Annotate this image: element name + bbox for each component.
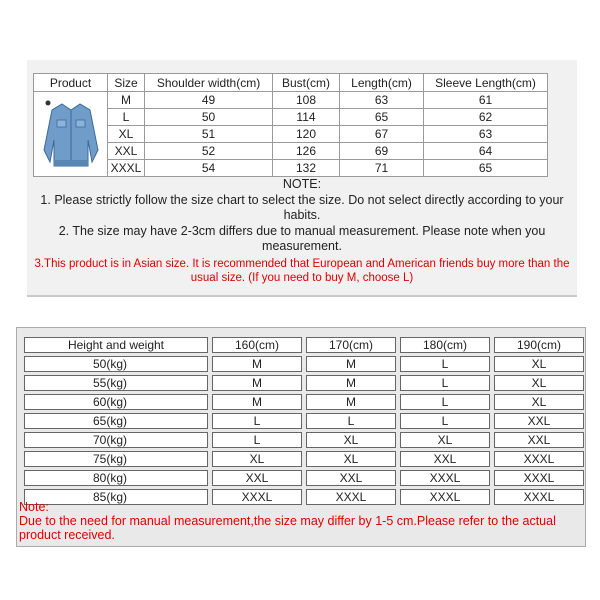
table-row — [24, 356, 584, 372]
cell-sleeve: 64 — [424, 143, 548, 160]
cell-sleeve: 61 — [424, 92, 548, 109]
header-length: Length(cm) — [340, 74, 424, 92]
cell-size: M — [212, 375, 302, 391]
cell-size: XXL — [400, 451, 490, 467]
cell-size: XXXL — [494, 489, 584, 505]
cell-size: M — [306, 356, 396, 372]
cell-sleeve: 63 — [424, 126, 548, 143]
cell-size: XL — [306, 432, 396, 448]
size-notes — [27, 177, 577, 285]
header-size: Size — [108, 74, 145, 92]
table-row — [34, 109, 548, 126]
divider — [27, 295, 577, 297]
header-height-weight: Height and weight — [24, 337, 208, 353]
cell-weight: 85(kg) — [24, 489, 208, 505]
note-line-1: 1. Please strictly follow the size chart to select the size. Do not select directly according to your habits. — [40, 192, 564, 222]
note-line-2: 2. The size may have 2-3cm differs due to manual measurement. Please note when you measurement. — [58, 223, 546, 253]
cell-length: 69 — [340, 143, 424, 160]
cell-size: XXXL — [306, 489, 396, 505]
cell-shoulder: 50 — [145, 109, 273, 126]
cell-size: M — [306, 375, 396, 391]
cell-size: XXXL — [494, 451, 584, 467]
cell-bust: 114 — [273, 109, 340, 126]
cell-weight: 50(kg) — [24, 356, 208, 372]
cell-size: XXXL — [400, 489, 490, 505]
cell-size: XXL — [306, 470, 396, 486]
cell-size: L — [212, 413, 302, 429]
cell-size: XL — [494, 356, 584, 372]
cell-length: 63 — [340, 92, 424, 109]
cell-size: XL — [494, 394, 584, 410]
cell-shoulder: 54 — [145, 160, 273, 177]
size-chart-table — [33, 73, 548, 177]
table-row — [34, 143, 548, 160]
table-row — [24, 413, 584, 429]
table-row — [24, 394, 584, 410]
cell-shoulder: 51 — [145, 126, 273, 143]
cell-length: 67 — [340, 126, 424, 143]
cell-size: XXL — [108, 143, 145, 160]
cell-size: L — [306, 413, 396, 429]
cell-size: L — [212, 432, 302, 448]
cell-size: XL — [494, 375, 584, 391]
table-row — [24, 451, 584, 467]
cell-size: XXXL — [400, 470, 490, 486]
cell-size: XL — [306, 451, 396, 467]
product-image-cell — [34, 92, 108, 177]
cell-size: M — [108, 92, 145, 109]
table-row — [24, 432, 584, 448]
cell-shoulder: 49 — [145, 92, 273, 109]
cell-bust: 126 — [273, 143, 340, 160]
header-product: Product — [34, 74, 108, 92]
cell-sleeve: 62 — [424, 109, 548, 126]
cell-bust: 132 — [273, 160, 340, 177]
note2-text: Due to the need for manual measurement,the size may differ by 1-5 cm.Please refer to the actual product received. — [19, 514, 556, 542]
cell-length: 71 — [340, 160, 424, 177]
cell-size: XXL — [494, 432, 584, 448]
cell-shoulder: 52 — [145, 143, 273, 160]
cell-size: L — [400, 375, 490, 391]
header-170: 170(cm) — [306, 337, 396, 353]
cell-size: XL — [212, 451, 302, 467]
cell-size: M — [212, 356, 302, 372]
cell-size: M — [306, 394, 396, 410]
cell-size: L — [108, 109, 145, 126]
note-line-3: 3.This product is in Asian size. It is recommended that European and American friends buy more than the usual size. (If you need to buy M, choose L) — [34, 257, 570, 284]
weight-chart-header-row — [24, 337, 584, 353]
cell-sleeve: 65 — [424, 160, 548, 177]
cell-size: XL — [108, 126, 145, 143]
size-chart-header-row — [34, 74, 548, 92]
header-190: 190(cm) — [494, 337, 584, 353]
cell-bust: 108 — [273, 92, 340, 109]
cell-size: M — [212, 394, 302, 410]
table-row — [34, 160, 548, 177]
cell-weight: 80(kg) — [24, 470, 208, 486]
cell-weight: 55(kg) — [24, 375, 208, 391]
header-shoulder-width: Shoulder width(cm) — [145, 74, 273, 92]
note2-title: Note: — [19, 500, 49, 514]
cell-bust: 120 — [273, 126, 340, 143]
denim-jacket-image — [42, 100, 100, 172]
cell-size: XXXL — [108, 160, 145, 177]
measurement-note — [19, 500, 579, 542]
product-image — [34, 92, 107, 176]
note-title: NOTE: — [282, 177, 322, 191]
cell-weight: 60(kg) — [24, 394, 208, 410]
table-row — [34, 92, 548, 109]
cell-length: 65 — [340, 109, 424, 126]
cell-weight: 70(kg) — [24, 432, 208, 448]
table-row — [24, 375, 584, 391]
cell-size: L — [400, 394, 490, 410]
cell-weight: 65(kg) — [24, 413, 208, 429]
cell-size: XL — [400, 432, 490, 448]
table-row — [34, 126, 548, 143]
cell-weight: 75(kg) — [24, 451, 208, 467]
cell-size: L — [400, 356, 490, 372]
header-160: 160(cm) — [212, 337, 302, 353]
cell-size: L — [400, 413, 490, 429]
height-weight-table — [20, 334, 588, 508]
cell-size: XXXL — [212, 489, 302, 505]
cell-size: XXL — [494, 413, 584, 429]
table-row — [24, 470, 584, 486]
cell-size: XXXL — [494, 470, 584, 486]
header-180: 180(cm) — [400, 337, 490, 353]
header-bust: Bust(cm) — [273, 74, 340, 92]
cell-size: XXL — [212, 470, 302, 486]
header-sleeve-length: Sleeve Length(cm) — [424, 74, 548, 92]
